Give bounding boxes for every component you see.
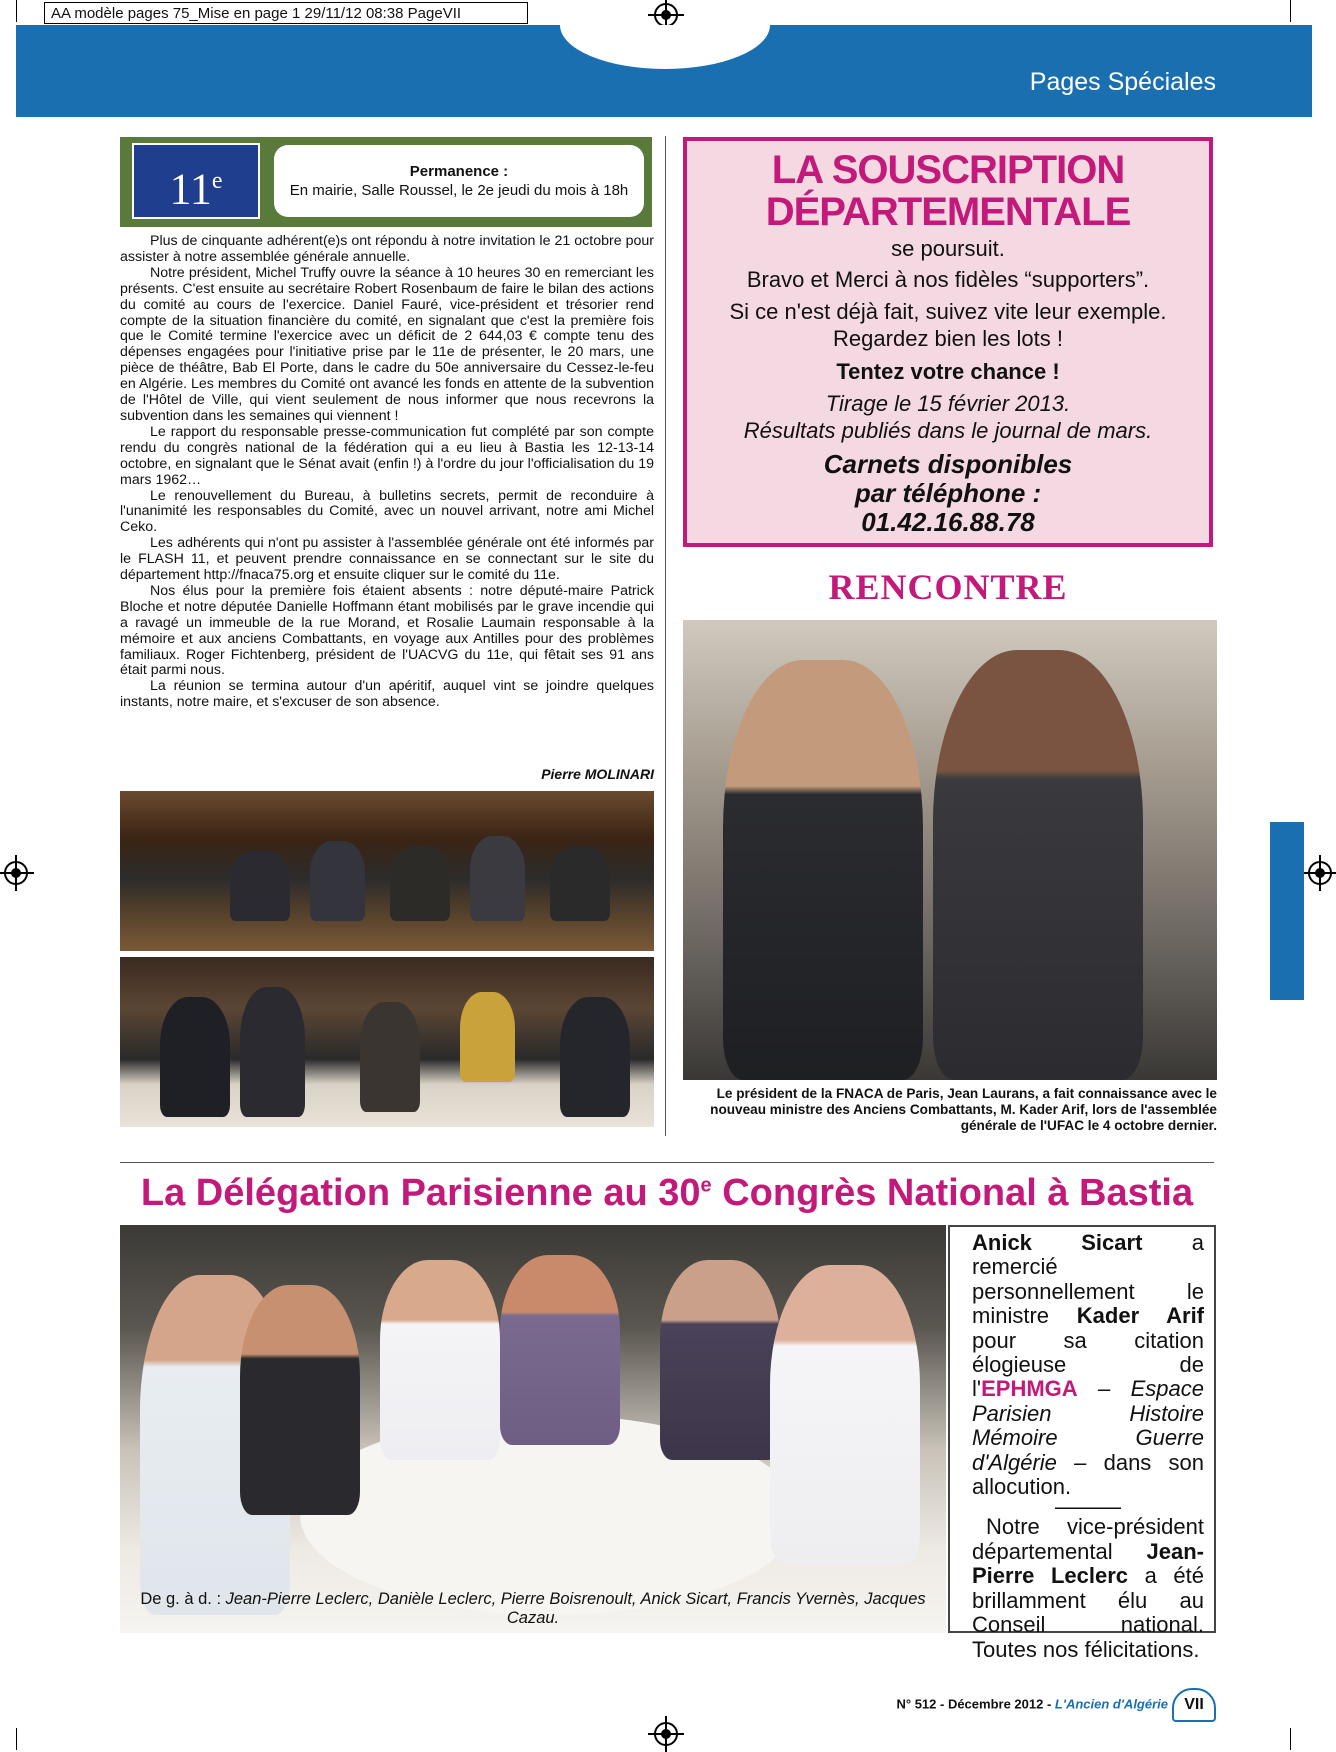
section-divider — [120, 1162, 1214, 1163]
souscription-telephone: par téléphone : — [854, 478, 1042, 508]
anick-separator: ——— — [1055, 1494, 1121, 1520]
registration-mark-left — [4, 861, 28, 885]
souscription-line: Regardez bien les lots ! — [833, 326, 1063, 351]
souscription-line: Tentez votre chance ! — [836, 359, 1060, 384]
print-slug: AA modèle pages 75_Mise en page 1 29/11/12 08:38 PageVII — [44, 2, 528, 24]
column-divider — [665, 136, 666, 1136]
article-paragraph: Plus de cinquante adhérent(e)s ont répondu à notre invitation le 21 octobre pour assister à notre assemblée générale annuelle. — [120, 233, 654, 265]
page-number: VII — [1172, 1688, 1216, 1722]
crop-mark — [1290, 1728, 1291, 1750]
article-paragraph: Le renouvellement du Bureau, à bulletins secrets, permit de reconduire à l'unanimité les responsables du Comité, avec un nouvel arrivant, notre ami Michel Ceko. — [120, 487, 654, 536]
congres-caption: De g. à d. : Jean-Pierre Leclerc, Danièle Leclerc, Pierre Boisrenoult, Anick Sicart, Francis Yvernès, Jacques Cazau. — [140, 1590, 926, 1627]
souscription-phone-number: 01.42.16.88.78 — [861, 507, 1035, 537]
registration-mark-right — [1308, 861, 1332, 885]
permanence-box — [274, 145, 644, 217]
crop-mark — [1290, 0, 1291, 22]
rencontre-title: RENCONTRE — [828, 567, 1068, 607]
article-paragraph: Notre président, Michel Truffy ouvre la séance à 10 heures 30 en remerciant les présents. C'est ensuite au secrétaire Robert Rosenbaum de faire le bilan des actions du comité au cours de l'exercice. Daniel Fauré, vice-président et trésorier rend compte de la situation financière du comité, en signalant que c'est la première fois que le Comité termine l'exercice avec un déficit de 2 644,03 € compte tenu des dépenses engagées pour l'initiative prise par le 11e de présenter, le 20 mars, une pièce de théâtre, Bab El Porte, dans le cadre du 50e anniversaire du Cessez-le-feu en Algérie. Les membres du Comité ont avancé les fonds en attente de la subvention de l'Hôtel de Ville, qui vient seulement de nous informer que nous recevrons la subvention dans les semaines qui viennent ! — [120, 264, 654, 424]
registration-mark-bottom — [654, 1722, 678, 1746]
article-paragraph: La réunion se termina autour d'un apéritif, auquel vint se joindre quelques instants, notre maire, et s'excuser de son absence. — [120, 678, 654, 711]
crop-mark — [16, 0, 17, 22]
souscription-line: Tirage le 15 février 2013. — [825, 391, 1071, 416]
article-body — [120, 234, 654, 711]
permanence-text: En mairie, Salle Roussel, le 2e jeudi du mois à 18h — [289, 182, 629, 199]
souscription-line: Résultats publiés dans le journal de mars. — [743, 418, 1153, 443]
article-paragraph: Nos élus pour la première fois étaient absents : notre député-maire Patrick Bloche et notre députée Danielle Hoffmann étant mobilisés par le grave incendie qui a ravagé un immeuble de la rue Morand, et Rosalie Laumain responsable à la mémoire et aux anciens Combattants, en voyage aux Antilles pour des problèmes familiaux. Roger Fichtenberg, président de l'UACVG du 11e, qui fêtait ses 91 ans était parmi nous. — [120, 582, 654, 679]
anick-paragraph-1: Anick Sicart a remercié personnellement le ministre Kader Arif pour sa citation élogieuse de l'EPHMGA – Espace Parisien Histoire Mémoire Guerre d'Algérie – dans son allocution. — [972, 1230, 1205, 1500]
souscription-carnets: Carnets disponibles — [823, 449, 1073, 479]
congres-title: La Délégation Parisienne au 30e Congrès National à Bastia — [140, 1172, 1194, 1214]
section-label: Pages Spéciales — [1029, 68, 1216, 96]
anick-sicart-box — [948, 1225, 1216, 1662]
article-paragraph: Le rapport du responsable presse-communication fut complété par son compte rendu du congrès national de la fédération qui a eu lieu à Bastia les 12-13-14 octobre, en signalant que le Sénat avait (enfin !) à l'ordre du jour l'officialisation du 19 mars 1962… — [120, 423, 654, 488]
souscription-line: se poursuit. — [891, 236, 1005, 261]
souscription-line: Si ce n'est déjà fait, suivez vite leur exemple. — [729, 299, 1167, 324]
ward-number: 11e — [132, 143, 260, 219]
aperitif-photo — [120, 957, 654, 1127]
registration-mark-top — [654, 3, 678, 27]
side-tab — [1270, 822, 1304, 1000]
congres-photo — [120, 1225, 946, 1633]
rencontre-photo — [683, 620, 1217, 1080]
article-paragraph: Les adhérents qui n'ont pu assister à l'assemblée générale ont été informés par le FLASH 11, et peuvent prendre connaissance en se connectant sur le site du département http://fnaca75.org et ensuite cliquer sur le comité du 11e. — [120, 535, 654, 584]
page-footer: N° 512 - Décembre 2012 - L'Ancien d'Algérie VII — [897, 1688, 1217, 1722]
permanence-label: Permanence : — [409, 163, 509, 180]
assembly-photo — [120, 791, 654, 951]
souscription-box — [683, 137, 1213, 547]
rencontre-caption: Le président de la FNACA de Paris, Jean Laurans, a fait connaissance avec le nouveau ministre des Anciens Combattants, M. Kader Arif, lors de l'assemblée générale de l'UFAC le 4 octobre dernier. — [710, 1086, 1217, 1133]
anick-paragraph-2: Notre vice-président départemental Jean-Pierre Leclerc a été brillamment élu au Conseil national. Toutes nos félicitations. — [972, 1514, 1204, 1662]
article-signature: Pierre MOLINARI — [541, 766, 654, 782]
souscription-line: Bravo et Merci à nos fidèles “supporters”. — [746, 267, 1150, 292]
souscription-title: LA SOUSCRIPTION DÉPARTEMENTALE — [765, 148, 1131, 234]
crop-mark — [16, 1728, 17, 1750]
